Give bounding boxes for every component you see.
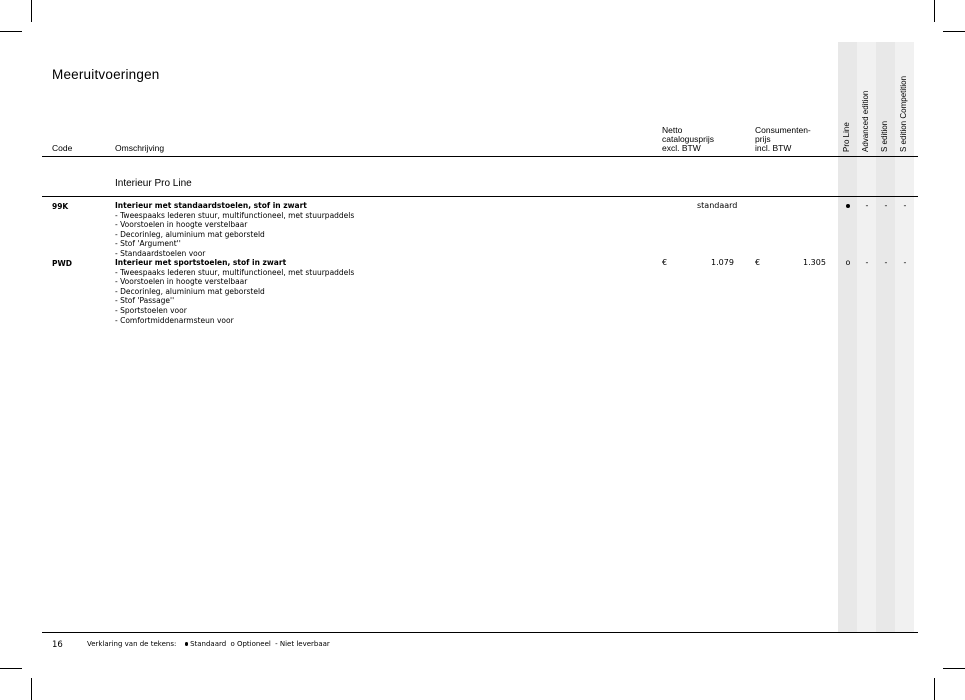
crop-mark [0,31,22,32]
crop-mark [934,0,935,22]
option-line: - Tweespaaks lederen stuur, multifunctioneel, met stuurpaddels [115,267,355,277]
option-line: - Voorstoelen in hoogte verstelbaar [115,277,248,287]
column-header-consumer-line: incl. BTW [755,143,792,153]
option-line: - Comfortmiddenarmsteun voor [115,315,234,325]
column-header-code: Code [52,143,73,153]
section-divider [42,196,918,197]
version-header-s-competition: S edition Competition [899,75,908,152]
version-header-advanced: Advanced edition [861,90,870,152]
option-description [115,258,354,325]
option-line: Interieur met sportstoelen, stof in zwart [115,258,287,267]
crop-mark [943,668,965,669]
availability-s-edition: - [884,258,888,267]
netto-currency: € [662,258,668,267]
consumer-price: 1.305 [803,258,826,267]
page-title: Meeruitvoeringen [52,67,160,82]
section-title: Interieur Pro Line [115,178,192,189]
column-header-netto [662,126,714,153]
column-header-consumer [755,126,811,153]
availability-pro-line [842,201,854,210]
standard-dot-icon [185,642,189,646]
option-line: - Tweespaaks lederen stuur, multifunctioneel, met stuurpaddels [115,210,355,220]
option-line: - Voorstoelen in hoogte verstelbaar [115,220,248,230]
option-line: - Stof 'Argument'' [115,239,181,249]
option-line: - Sportstoelen voor [115,305,187,315]
crop-mark [31,678,32,700]
column-header-consumer-line: Consumenten- [755,125,811,135]
footer-divider [42,632,918,633]
option-description [115,201,354,259]
legend [87,640,330,648]
option-code: PWD [52,259,72,268]
column-header-consumer-line: prijs [755,134,771,144]
legend-optional: o Optioneel [230,640,271,648]
availability-s-edition: - [884,201,888,210]
version-header-pro-line: Pro Line [842,122,851,152]
availability-s-competition: - [903,258,907,267]
column-header-netto-line: Netto [662,125,683,135]
legend-not-available: - Niet leverbaar [275,640,330,648]
page-number: 16 [52,640,63,650]
availability-advanced: - [865,258,869,267]
column-header-description: Omschrijving [115,143,165,153]
netto-price: standaard [697,201,738,210]
crop-mark [0,668,22,669]
crop-mark [943,31,965,32]
column-header-netto-line: catalogusprijs [662,134,714,144]
column-header-netto-line: excl. BTW [662,143,701,153]
availability-s-competition: - [903,201,907,210]
option-line: - Standaardstoelen voor [115,248,206,258]
standard-dot-icon [846,204,850,208]
netto-price: 1.079 [711,258,734,267]
consumer-currency: € [755,258,761,267]
crop-mark [934,678,935,700]
version-header-s-edition: S edition [880,120,889,152]
header-divider [42,156,918,157]
option-line: - Decorinleg, aluminium mat geborsteld [115,286,265,296]
option-line: Interieur met standaardstoelen, stof in zwart [115,201,307,210]
legend-standard: Standaard [190,640,227,648]
option-line: - Decorinleg, aluminium mat geborsteld [115,229,265,239]
option-code: 99K [52,202,69,211]
availability-pro-line: o [845,258,851,267]
legend-prefix: Verklaring van de tekens: [87,640,177,648]
availability-advanced: - [865,201,869,210]
option-line: - Stof 'Passage'' [115,296,175,306]
crop-mark [31,0,32,22]
